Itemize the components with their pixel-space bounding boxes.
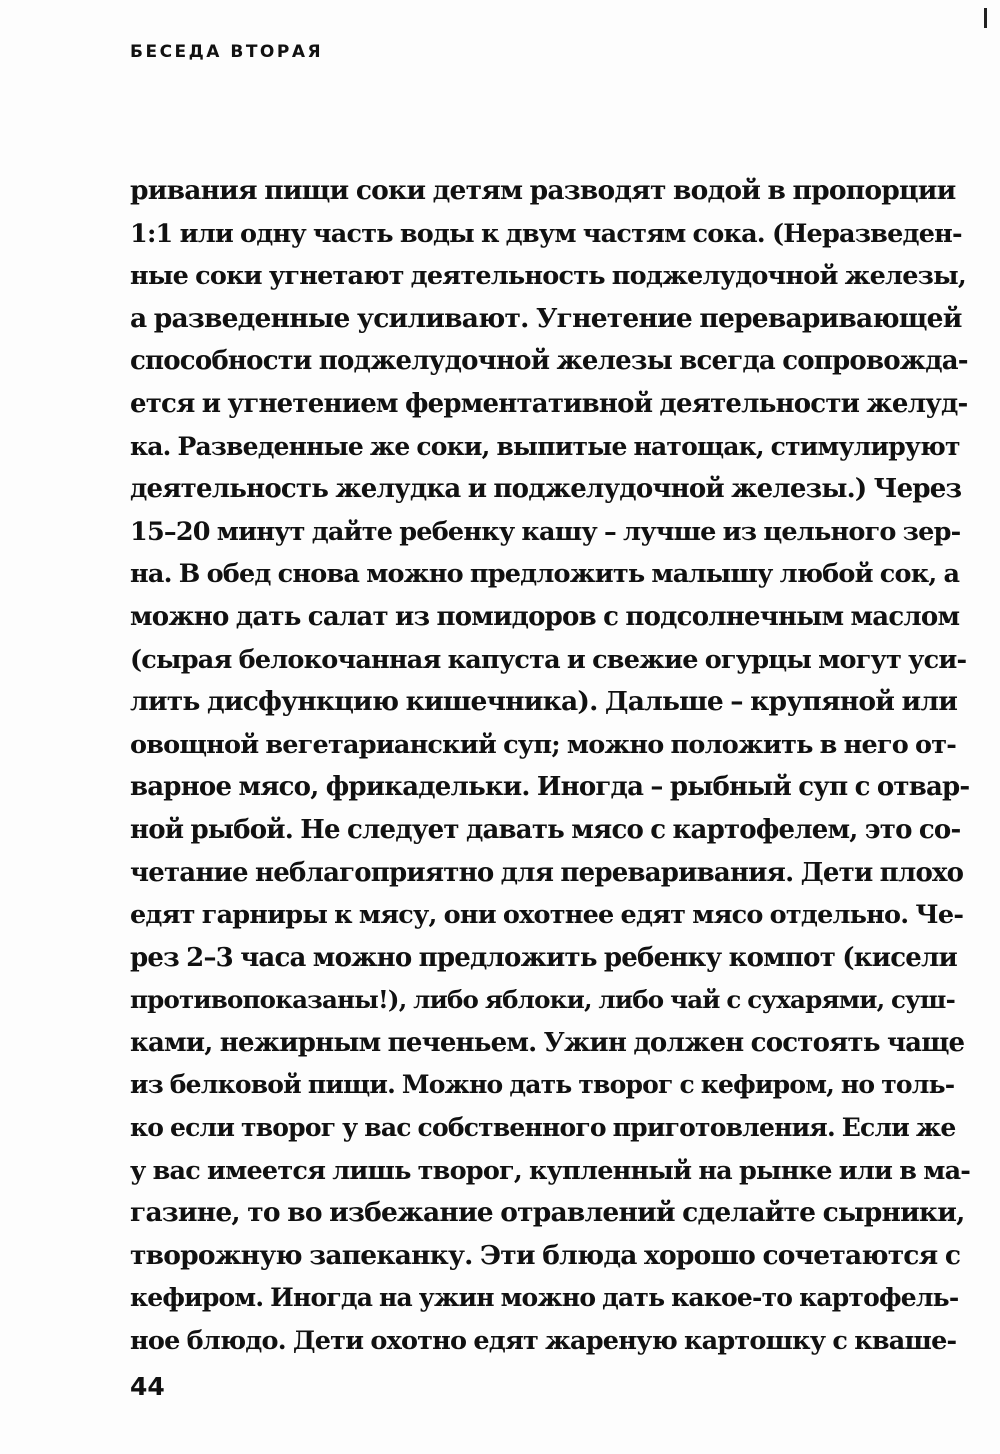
text-line: ко если творог у вас собственного приготовления. Если же [130, 1113, 956, 1143]
text-line: деятельность желудка и поджелудочной железы.) Через [130, 474, 962, 505]
text-line: четание неблагоприятно для переваривания. Дети плохо [130, 857, 964, 888]
page-number: 44 [130, 1372, 165, 1401]
body-text [130, 170, 970, 1363]
text-line: рез 2–3 часа можно предложить ребенку компот (кисели [130, 942, 958, 973]
text-line: можно дать салат из помидоров с подсолнечным маслом [130, 601, 960, 632]
text-line: способности поджелудочной железы всегда сопровожда- [130, 346, 968, 377]
text-line: кефиром. Иногда на ужин можно дать какое-то картофель- [130, 1283, 959, 1313]
running-head: БЕСЕДА ВТОРАЯ [130, 42, 324, 62]
text-line: а разведенные усиливают. Угнетение переваривающей [130, 302, 962, 334]
text-line: ка. Разведенные же соки, выпитые натощак, стимулируют [130, 431, 960, 461]
text-line: ривания пищи соки детям разводят водой в пропорции [130, 175, 956, 206]
text-line: (сырая белокочанная капуста и свежие огурцы могут уси- [130, 644, 967, 675]
text-line: лить дисфункцию кишечника). Дальше – крупяной или [130, 686, 958, 718]
text-line: творожную запеканку. Эти блюда хорошо сочетаются с [130, 1239, 961, 1271]
text-line: варное мясо, фрикадельки. Иногда – рыбный суп с отвар- [130, 772, 970, 803]
text-line: ками, нежирным печеньем. Ужин должен состоять чаще [130, 1027, 965, 1058]
text-line: овощной вегетарианский суп; можно положить в него от- [130, 729, 957, 760]
text-line: ное блюдо. Дети охотно едят жареную картошку с кваше- [130, 1326, 957, 1357]
text-line: противопоказаны!), либо яблоки, либо чай с сухарями, суш- [130, 985, 955, 1015]
text-line: газине, то во избежание отравлений сделайте сырники, [130, 1197, 965, 1229]
text-line: на. В обед снова можно предложить малышу любой сок, а [130, 559, 960, 590]
text-line: ные соки угнетают деятельность поджелудочной железы, [130, 261, 966, 292]
text-line: из белковой пищи. Можно дать творог с кефиром, но толь- [130, 1070, 955, 1100]
text-line: ной рыбой. Не следует давать мясо с картофелем, это со- [130, 814, 961, 845]
text-line: ется и угнетением ферментативной деятельности желуд- [130, 388, 968, 419]
text-line: 1:1 или одну часть воды к двум частям сока. (Неразведен- [130, 218, 962, 249]
text-line: 15–20 минут дайте ребенку кашу – лучше из цельного зер- [130, 516, 961, 547]
text-line: у вас имеется лишь творог, купленный на рынке или в ма- [130, 1155, 971, 1186]
text-line: едят гарниры к мясу, они охотнее едят мясо отдельно. Че- [130, 900, 964, 931]
edge-mark [984, 8, 987, 28]
